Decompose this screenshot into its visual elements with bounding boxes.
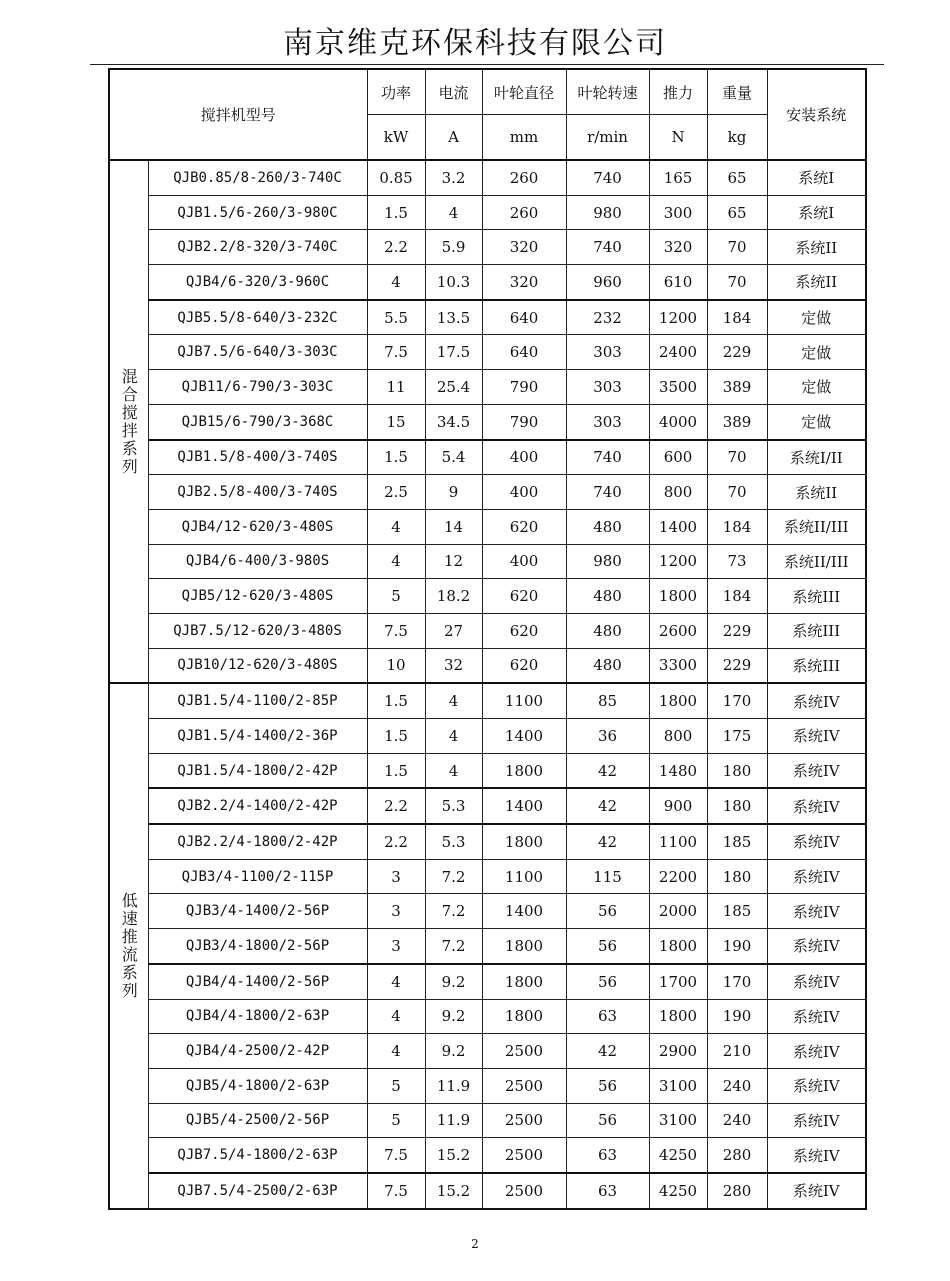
cell-weight: 185: [707, 824, 767, 859]
cell-diameter: 1400: [482, 788, 566, 824]
cell-current: 9: [425, 475, 482, 510]
cell-model: QJB1.5/8-400/3-740S: [148, 440, 367, 475]
cell-thrust: 800: [649, 719, 707, 754]
cell-current: 5.3: [425, 788, 482, 824]
cell-install: 系统II: [767, 230, 866, 265]
cell-speed: 42: [566, 753, 649, 788]
cell-install: 系统I/II: [767, 440, 866, 475]
cell-weight: 389: [707, 370, 767, 405]
company-title: 南京维克环保科技有限公司: [283, 26, 667, 61]
table-row: [109, 683, 866, 718]
cell-install: 系统III: [767, 613, 866, 648]
cell-thrust: 3300: [649, 648, 707, 683]
cell-speed: 740: [566, 440, 649, 475]
header-row-labels: [109, 69, 866, 115]
table-row: [109, 719, 866, 754]
cell-diameter: 640: [482, 300, 566, 335]
cell-install: 系统IV: [767, 859, 866, 894]
cell-speed: 56: [566, 1068, 649, 1103]
cell-speed: 303: [566, 335, 649, 370]
cell-weight: 184: [707, 300, 767, 335]
cell-weight: 190: [707, 999, 767, 1034]
table-row: [109, 475, 866, 510]
cell-diameter: 1800: [482, 929, 566, 964]
cell-current: 25.4: [425, 370, 482, 405]
cell-power: 1.5: [367, 195, 425, 230]
cell-install: 系统IV: [767, 894, 866, 929]
cell-current: 5.9: [425, 230, 482, 265]
cell-diameter: 1800: [482, 999, 566, 1034]
cell-model: QJB2.2/4-1800/2-42P: [148, 824, 367, 859]
cell-current: 14: [425, 509, 482, 544]
cell-model: QJB2.2/8-320/3-740C: [148, 230, 367, 265]
cell-thrust: 165: [649, 160, 707, 195]
table-row: [109, 824, 866, 859]
cell-thrust: 1700: [649, 964, 707, 999]
cell-install: 系统IV: [767, 1103, 866, 1138]
cell-speed: 56: [566, 929, 649, 964]
cell-install: 系统III: [767, 648, 866, 683]
unit-power: kW: [367, 115, 425, 161]
cell-speed: 56: [566, 1103, 649, 1138]
table-row: [109, 579, 866, 614]
cell-weight: 184: [707, 509, 767, 544]
cell-model: QJB1.5/6-260/3-980C: [148, 195, 367, 230]
cell-model: QJB7.5/12-620/3-480S: [148, 613, 367, 648]
unit-weight: kg: [707, 115, 767, 161]
cell-thrust: 1400: [649, 509, 707, 544]
cell-install: 系统IV: [767, 788, 866, 824]
cell-current: 7.2: [425, 859, 482, 894]
table-row: [109, 999, 866, 1034]
cell-power: 1.5: [367, 753, 425, 788]
cell-power: 7.5: [367, 1173, 425, 1209]
cell-weight: 70: [707, 440, 767, 475]
cell-current: 7.2: [425, 894, 482, 929]
table-row: [109, 160, 866, 195]
cell-diameter: 640: [482, 335, 566, 370]
cell-model: QJB1.5/4-1800/2-42P: [148, 753, 367, 788]
header-install: 安装系统: [767, 69, 866, 160]
cell-thrust: 2000: [649, 894, 707, 929]
cell-thrust: 800: [649, 475, 707, 510]
cell-power: 1.5: [367, 719, 425, 754]
cell-power: 4: [367, 265, 425, 300]
cell-current: 9.2: [425, 1034, 482, 1069]
cell-model: QJB7.5/4-1800/2-63P: [148, 1138, 367, 1173]
cell-weight: 175: [707, 719, 767, 754]
cell-current: 15.2: [425, 1173, 482, 1209]
cell-diameter: 2500: [482, 1173, 566, 1209]
cell-thrust: 320: [649, 230, 707, 265]
table-row: [109, 404, 866, 439]
cell-install: 定做: [767, 370, 866, 405]
cell-thrust: 300: [649, 195, 707, 230]
cell-speed: 63: [566, 1173, 649, 1209]
cell-install: 定做: [767, 300, 866, 335]
cell-thrust: 1800: [649, 929, 707, 964]
unit-speed: r/min: [566, 115, 649, 161]
table-row: [109, 195, 866, 230]
cell-power: 2.5: [367, 475, 425, 510]
cell-power: 15: [367, 404, 425, 439]
cell-install: 系统IV: [767, 824, 866, 859]
cell-diameter: 320: [482, 230, 566, 265]
cell-power: 2.2: [367, 824, 425, 859]
cell-model: QJB5/4-1800/2-63P: [148, 1068, 367, 1103]
table-row: [109, 1103, 866, 1138]
cell-install: 系统IV: [767, 999, 866, 1034]
cell-diameter: 400: [482, 475, 566, 510]
cell-diameter: 1400: [482, 894, 566, 929]
cell-model: QJB4/4-1400/2-56P: [148, 964, 367, 999]
cell-current: 4: [425, 753, 482, 788]
table-row: [109, 509, 866, 544]
cell-install: 定做: [767, 335, 866, 370]
cell-thrust: 3500: [649, 370, 707, 405]
cell-weight: 229: [707, 648, 767, 683]
cell-install: 系统IV: [767, 964, 866, 999]
spec-table-body: [109, 160, 866, 1209]
cell-current: 17.5: [425, 335, 482, 370]
group-label: 混合搅拌系列: [109, 160, 148, 683]
cell-install: 系统IV: [767, 719, 866, 754]
cell-power: 2.2: [367, 230, 425, 265]
cell-power: 10: [367, 648, 425, 683]
cell-diameter: 790: [482, 404, 566, 439]
cell-diameter: 620: [482, 648, 566, 683]
unit-diameter: mm: [482, 115, 566, 161]
cell-current: 4: [425, 195, 482, 230]
cell-speed: 42: [566, 788, 649, 824]
cell-diameter: 620: [482, 579, 566, 614]
header-diameter: 叶轮直径: [482, 69, 566, 115]
cell-model: QJB3/4-1100/2-115P: [148, 859, 367, 894]
cell-power: 5: [367, 579, 425, 614]
cell-weight: 180: [707, 788, 767, 824]
header-thrust: 推力: [649, 69, 707, 115]
cell-thrust: 4250: [649, 1138, 707, 1173]
cell-current: 18.2: [425, 579, 482, 614]
cell-diameter: 320: [482, 265, 566, 300]
table-row: [109, 788, 866, 824]
cell-current: 3.2: [425, 160, 482, 195]
cell-diameter: 620: [482, 509, 566, 544]
header-speed: 叶轮转速: [566, 69, 649, 115]
cell-diameter: 2500: [482, 1103, 566, 1138]
cell-diameter: 1800: [482, 824, 566, 859]
cell-diameter: 1800: [482, 753, 566, 788]
cell-speed: 480: [566, 613, 649, 648]
cell-weight: 73: [707, 544, 767, 579]
cell-speed: 480: [566, 579, 649, 614]
cell-diameter: 1800: [482, 964, 566, 999]
cell-speed: 232: [566, 300, 649, 335]
cell-install: 系统II: [767, 265, 866, 300]
cell-current: 4: [425, 683, 482, 718]
cell-current: 5.3: [425, 824, 482, 859]
cell-install: 系统IV: [767, 1138, 866, 1173]
cell-diameter: 260: [482, 160, 566, 195]
cell-current: 5.4: [425, 440, 482, 475]
table-row: [109, 370, 866, 405]
cell-speed: 980: [566, 195, 649, 230]
cell-diameter: 2500: [482, 1034, 566, 1069]
cell-speed: 740: [566, 230, 649, 265]
cell-thrust: 1800: [649, 683, 707, 718]
cell-model: QJB4/4-2500/2-42P: [148, 1034, 367, 1069]
cell-power: 7.5: [367, 335, 425, 370]
cell-speed: 42: [566, 824, 649, 859]
header-weight: 重量: [707, 69, 767, 115]
cell-weight: 240: [707, 1068, 767, 1103]
cell-thrust: 1800: [649, 579, 707, 614]
cell-power: 5.5: [367, 300, 425, 335]
cell-model: QJB1.5/4-1400/2-36P: [148, 719, 367, 754]
cell-install: 定做: [767, 404, 866, 439]
table-row: [109, 894, 866, 929]
cell-weight: 389: [707, 404, 767, 439]
cell-thrust: 4250: [649, 1173, 707, 1209]
header-rule: [90, 64, 884, 65]
cell-model: QJB10/12-620/3-480S: [148, 648, 367, 683]
cell-speed: 480: [566, 648, 649, 683]
cell-weight: 70: [707, 475, 767, 510]
cell-model: QJB11/6-790/3-303C: [148, 370, 367, 405]
cell-diameter: 260: [482, 195, 566, 230]
cell-power: 3: [367, 859, 425, 894]
header-current: 电流: [425, 69, 482, 115]
cell-weight: 170: [707, 964, 767, 999]
table-row: [109, 1068, 866, 1103]
cell-model: QJB7.5/6-640/3-303C: [148, 335, 367, 370]
cell-weight: 70: [707, 265, 767, 300]
cell-speed: 63: [566, 999, 649, 1034]
cell-thrust: 600: [649, 440, 707, 475]
cell-install: 系统IV: [767, 1173, 866, 1209]
cell-thrust: 900: [649, 788, 707, 824]
table-row: [109, 859, 866, 894]
cell-current: 7.2: [425, 929, 482, 964]
cell-weight: 184: [707, 579, 767, 614]
table-row: [109, 544, 866, 579]
cell-weight: 280: [707, 1138, 767, 1173]
cell-current: 13.5: [425, 300, 482, 335]
cell-power: 0.85: [367, 160, 425, 195]
cell-speed: 56: [566, 894, 649, 929]
cell-model: QJB5/12-620/3-480S: [148, 579, 367, 614]
table-row: [109, 1173, 866, 1209]
cell-current: 9.2: [425, 999, 482, 1034]
cell-install: 系统IV: [767, 683, 866, 718]
cell-power: 2.2: [367, 788, 425, 824]
cell-model: QJB15/6-790/3-368C: [148, 404, 367, 439]
cell-weight: 229: [707, 613, 767, 648]
cell-thrust: 1200: [649, 544, 707, 579]
cell-current: 10.3: [425, 265, 482, 300]
cell-power: 7.5: [367, 613, 425, 648]
cell-weight: 210: [707, 1034, 767, 1069]
cell-thrust: 3100: [649, 1103, 707, 1138]
cell-model: QJB2.2/4-1400/2-42P: [148, 788, 367, 824]
cell-install: 系统IV: [767, 1068, 866, 1103]
cell-speed: 740: [566, 160, 649, 195]
mixer-spec-table: [108, 68, 867, 1210]
cell-power: 1.5: [367, 440, 425, 475]
cell-thrust: 1200: [649, 300, 707, 335]
cell-model: QJB3/4-1800/2-56P: [148, 929, 367, 964]
cell-power: 5: [367, 1068, 425, 1103]
table-row: [109, 929, 866, 964]
cell-model: QJB0.85/8-260/3-740C: [148, 160, 367, 195]
cell-diameter: 620: [482, 613, 566, 648]
cell-power: 4: [367, 964, 425, 999]
cell-model: QJB3/4-1400/2-56P: [148, 894, 367, 929]
cell-model: QJB5/4-2500/2-56P: [148, 1103, 367, 1138]
header-power: 功率: [367, 69, 425, 115]
cell-speed: 980: [566, 544, 649, 579]
cell-power: 3: [367, 929, 425, 964]
cell-thrust: 2200: [649, 859, 707, 894]
table-row: [109, 753, 866, 788]
table-row: [109, 440, 866, 475]
cell-thrust: 2600: [649, 613, 707, 648]
cell-speed: 303: [566, 404, 649, 439]
cell-weight: 229: [707, 335, 767, 370]
cell-power: 4: [367, 544, 425, 579]
cell-weight: 65: [707, 195, 767, 230]
header-model: 搅拌机型号: [109, 69, 367, 160]
table-row: [109, 300, 866, 335]
cell-thrust: 4000: [649, 404, 707, 439]
cell-weight: 190: [707, 929, 767, 964]
cell-speed: 56: [566, 964, 649, 999]
cell-current: 11.9: [425, 1103, 482, 1138]
cell-weight: 185: [707, 894, 767, 929]
cell-speed: 42: [566, 1034, 649, 1069]
cell-model: QJB7.5/4-2500/2-63P: [148, 1173, 367, 1209]
cell-diameter: 1100: [482, 859, 566, 894]
cell-power: 4: [367, 999, 425, 1034]
cell-install: 系统I: [767, 160, 866, 195]
cell-thrust: 610: [649, 265, 707, 300]
cell-current: 27: [425, 613, 482, 648]
cell-model: QJB4/6-400/3-980S: [148, 544, 367, 579]
cell-speed: 63: [566, 1138, 649, 1173]
table-row: [109, 230, 866, 265]
unit-current: A: [425, 115, 482, 161]
cell-install: 系统IV: [767, 929, 866, 964]
table-row: [109, 613, 866, 648]
cell-thrust: 1800: [649, 999, 707, 1034]
cell-speed: 960: [566, 265, 649, 300]
cell-model: QJB4/4-1800/2-63P: [148, 999, 367, 1034]
cell-install: 系统II/III: [767, 544, 866, 579]
cell-model: QJB4/6-320/3-960C: [148, 265, 367, 300]
cell-weight: 70: [707, 230, 767, 265]
cell-model: QJB1.5/4-1100/2-85P: [148, 683, 367, 718]
cell-power: 3: [367, 894, 425, 929]
group-label: 低速推流系列: [109, 683, 148, 1208]
cell-power: 11: [367, 370, 425, 405]
table-row: [109, 648, 866, 683]
cell-diameter: 1400: [482, 719, 566, 754]
cell-model: QJB2.5/8-400/3-740S: [148, 475, 367, 510]
cell-current: 32: [425, 648, 482, 683]
table-row: [109, 964, 866, 999]
cell-speed: 480: [566, 509, 649, 544]
cell-diameter: 2500: [482, 1068, 566, 1103]
cell-model: QJB4/12-620/3-480S: [148, 509, 367, 544]
cell-diameter: 790: [482, 370, 566, 405]
cell-current: 34.5: [425, 404, 482, 439]
cell-diameter: 400: [482, 440, 566, 475]
cell-thrust: 1100: [649, 824, 707, 859]
cell-current: 11.9: [425, 1068, 482, 1103]
cell-model: QJB5.5/8-640/3-232C: [148, 300, 367, 335]
cell-thrust: 2400: [649, 335, 707, 370]
cell-speed: 115: [566, 859, 649, 894]
cell-speed: 303: [566, 370, 649, 405]
unit-thrust: N: [649, 115, 707, 161]
cell-speed: 740: [566, 475, 649, 510]
cell-thrust: 2900: [649, 1034, 707, 1069]
cell-power: 5: [367, 1103, 425, 1138]
table-row: [109, 1138, 866, 1173]
cell-thrust: 3100: [649, 1068, 707, 1103]
cell-diameter: 2500: [482, 1138, 566, 1173]
cell-weight: 65: [707, 160, 767, 195]
cell-weight: 170: [707, 683, 767, 718]
cell-diameter: 1100: [482, 683, 566, 718]
cell-speed: 36: [566, 719, 649, 754]
cell-current: 9.2: [425, 964, 482, 999]
cell-install: 系统IV: [767, 1034, 866, 1069]
cell-weight: 180: [707, 859, 767, 894]
page-number: 2: [471, 1237, 479, 1251]
cell-weight: 240: [707, 1103, 767, 1138]
cell-install: 系统II/III: [767, 509, 866, 544]
cell-power: 1.5: [367, 683, 425, 718]
cell-weight: 180: [707, 753, 767, 788]
cell-install: 系统II: [767, 475, 866, 510]
cell-weight: 280: [707, 1173, 767, 1209]
cell-current: 12: [425, 544, 482, 579]
table-row: [109, 265, 866, 300]
cell-power: 7.5: [367, 1138, 425, 1173]
cell-current: 4: [425, 719, 482, 754]
cell-diameter: 400: [482, 544, 566, 579]
cell-install: 系统III: [767, 579, 866, 614]
table-row: [109, 1034, 866, 1069]
cell-thrust: 1480: [649, 753, 707, 788]
cell-power: 4: [367, 509, 425, 544]
cell-install: 系统IV: [767, 753, 866, 788]
cell-power: 4: [367, 1034, 425, 1069]
table-row: [109, 335, 866, 370]
cell-speed: 85: [566, 683, 649, 718]
cell-install: 系统I: [767, 195, 866, 230]
cell-current: 15.2: [425, 1138, 482, 1173]
